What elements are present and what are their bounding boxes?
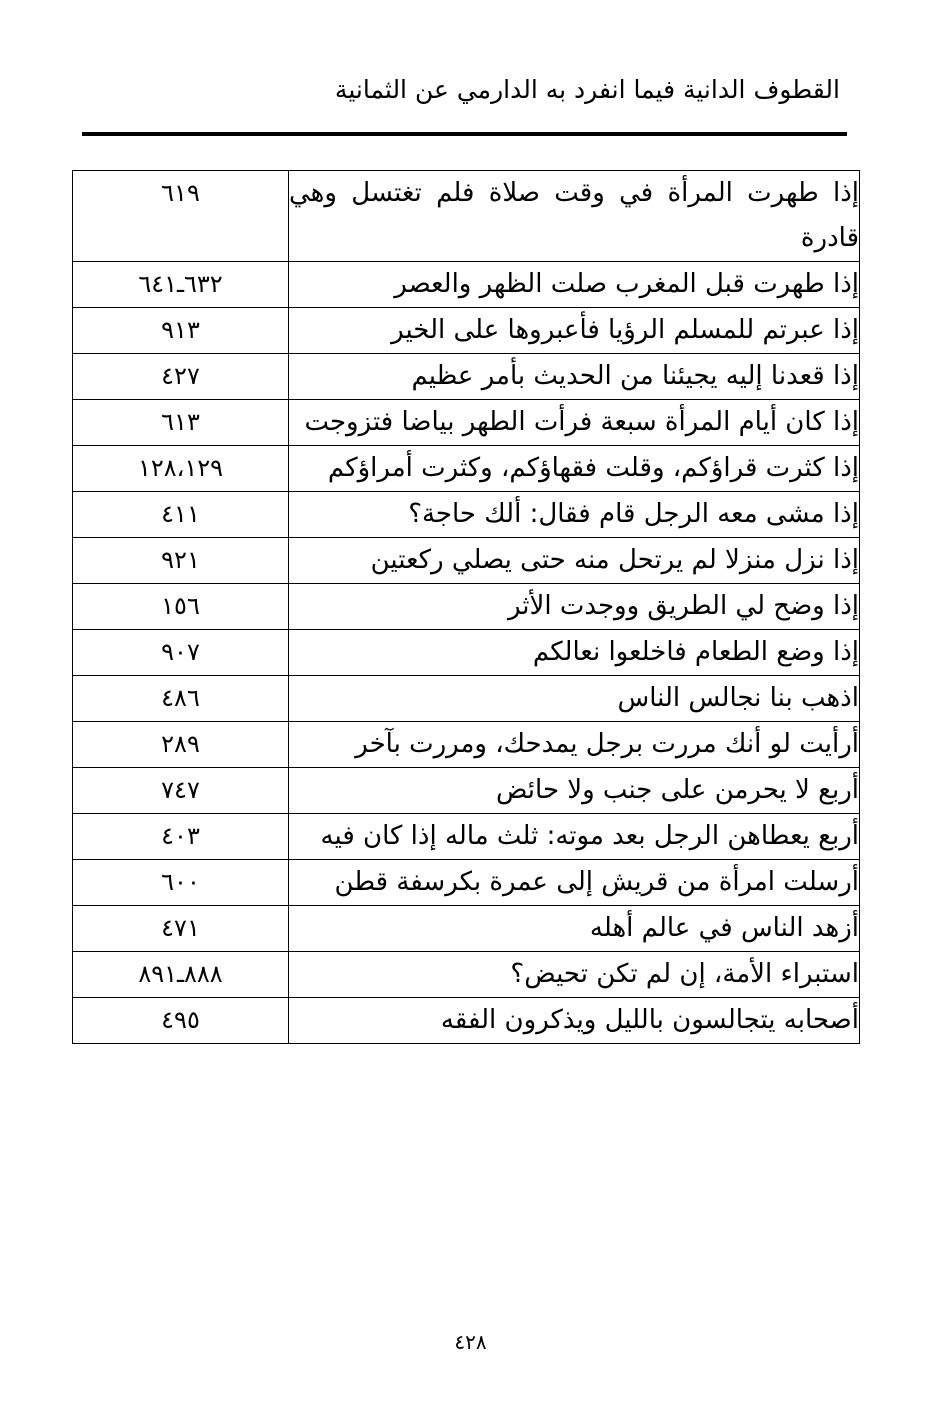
- table-body: [73, 171, 860, 1044]
- page-reference-cell: ٧٤٧: [73, 768, 289, 814]
- table-row: [73, 768, 860, 814]
- hadith-phrase-cell: اذهب بنا نجالس الناس: [289, 676, 860, 722]
- table-row: [73, 446, 860, 492]
- hadith-phrase-cell: أرأيت لو أنك مررت برجل يمدحك، ومررت بآخر: [289, 722, 860, 768]
- page-reference-cell: ٤٠٣: [73, 814, 289, 860]
- hadith-phrase-cell: إذا وضع الطعام فاخلعوا نعالكم: [289, 630, 860, 676]
- table-row: [73, 906, 860, 952]
- page-reference-cell: ٩٠٧: [73, 630, 289, 676]
- page-reference-cell: ٩١٣: [73, 308, 289, 354]
- page-reference-cell: ٤١١: [73, 492, 289, 538]
- page-reference-cell: ٩٢١: [73, 538, 289, 584]
- page-reference-cell: ٦١٣: [73, 400, 289, 446]
- page-reference-cell: ٤٢٧: [73, 354, 289, 400]
- hadith-phrase-cell: إذا طهرت المرأة في وقت صلاة فلم تغتسل وهي قادرة: [289, 171, 860, 262]
- table-row: [73, 676, 860, 722]
- table-row: [73, 308, 860, 354]
- hadith-phrase-cell: إذا قعدنا إليه يجيئنا من الحديث بأمر عظيم: [289, 354, 860, 400]
- table-row: [73, 722, 860, 768]
- hadith-phrase-cell: أصحابه يتجالسون بالليل ويذكرون الفقه: [289, 998, 860, 1044]
- page-reference-cell: ٦١٩: [73, 171, 289, 262]
- hadith-phrase-cell: استبراء الأمة، إن لم تكن تحيض؟: [289, 952, 860, 998]
- table-row: [73, 538, 860, 584]
- page-reference-cell: ٤٩٥: [73, 998, 289, 1044]
- page-reference-cell: ١٥٦: [73, 584, 289, 630]
- page-reference-cell: ٤٧١: [73, 906, 289, 952]
- hadith-phrase-cell: أربع لا يحرمن على جنب ولا حائض: [289, 768, 860, 814]
- table-row: [73, 354, 860, 400]
- hadith-index-table: [72, 170, 860, 1044]
- table-row: [73, 171, 860, 262]
- hadith-phrase-cell: إذا مشى معه الرجل قام فقال: ألك حاجة؟: [289, 492, 860, 538]
- page-reference-cell: ٨٨٨ـ٨٩١: [73, 952, 289, 998]
- table-row: [73, 998, 860, 1044]
- hadith-phrase-cell: إذا طهرت قبل المغرب صلت الظهر والعصر: [289, 262, 860, 308]
- table-row: [73, 630, 860, 676]
- page-reference-cell: ٤٨٦: [73, 676, 289, 722]
- table-row: [73, 814, 860, 860]
- table-row: [73, 492, 860, 538]
- page-reference-cell: ٦٣٢ـ٦٤١: [73, 262, 289, 308]
- page-number: ٤٢٨: [454, 1330, 487, 1354]
- hadith-phrase-cell: إذا نزل منزلا لم يرتحل منه حتى يصلي ركعتين: [289, 538, 860, 584]
- hadith-phrase-cell: أزهد الناس في عالم أهله: [289, 906, 860, 952]
- page-reference-cell: ١٢٨،١٢٩: [73, 446, 289, 492]
- table-row: [73, 860, 860, 906]
- hadith-phrase-cell: إذا كان أيام المرأة سبعة فرأت الطهر بياضا فتزوجت: [289, 400, 860, 446]
- table-row: [73, 952, 860, 998]
- hadith-phrase-cell: أرسلت امرأة من قريش إلى عمرة بكرسفة قطن: [289, 860, 860, 906]
- table-row: [73, 262, 860, 308]
- hadith-phrase-cell: إذا وضح لي الطريق ووجدت الأثر: [289, 584, 860, 630]
- table-row: [73, 400, 860, 446]
- table-row: [73, 584, 860, 630]
- running-header: القطوف الدانية فيما انفرد به الدارمي عن الثمانية: [334, 75, 840, 104]
- page-reference-cell: ٦٠٠: [73, 860, 289, 906]
- header-rule: [82, 132, 847, 136]
- hadith-phrase-cell: إذا عبرتم للمسلم الرؤيا فأعبروها على الخير: [289, 308, 860, 354]
- hadith-phrase-cell: إذا كثرت قراؤكم، وقلت فقهاؤكم، وكثرت أمراؤكم: [289, 446, 860, 492]
- hadith-phrase-cell: أربع يعطاهن الرجل بعد موته: ثلث ماله إذا كان فيه: [289, 814, 860, 860]
- page-reference-cell: ٢٨٩: [73, 722, 289, 768]
